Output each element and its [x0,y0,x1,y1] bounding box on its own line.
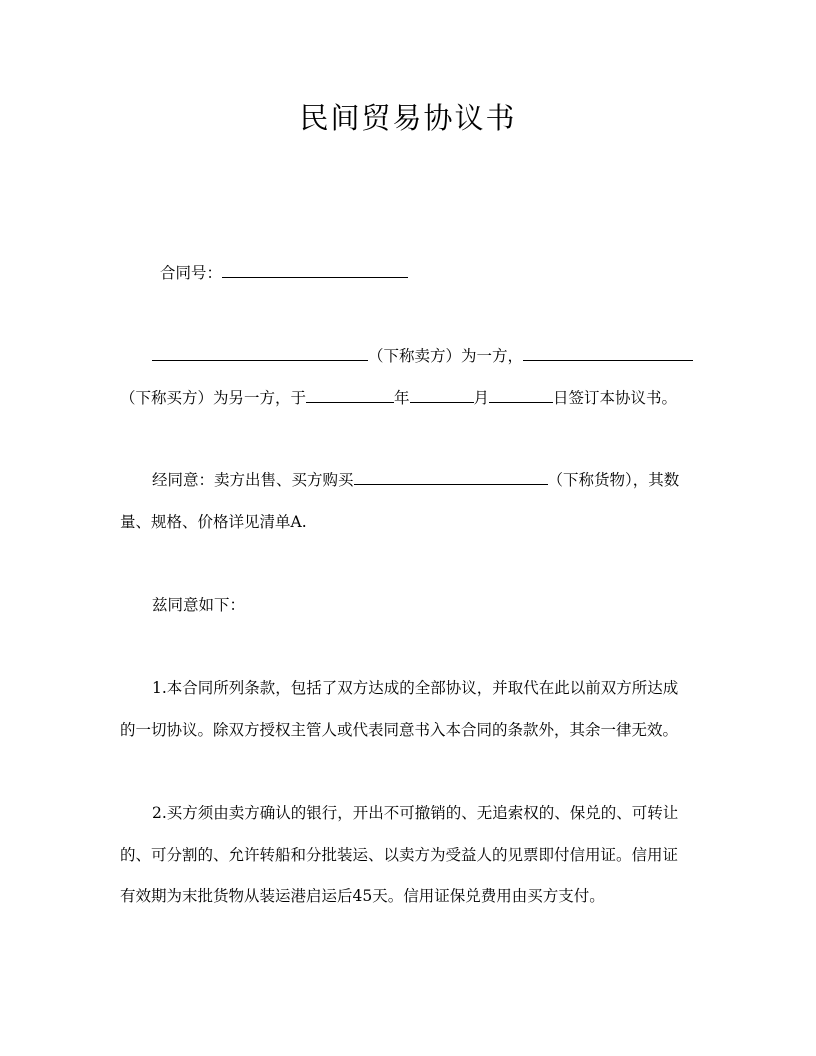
clause-1-line-2: 的一切协议。除双方授权主管人或代表同意书入本合同的条款外，其余一律无效。 [120,721,679,739]
hereby-heading: 兹同意如下： [152,596,246,614]
clause-2-line-2: 的、可分割的、允许转船和分批装运、以卖方为受益人的见票即付信用证。信用证 [120,846,679,864]
day-blank[interactable] [489,385,553,403]
contract-number-label: 合同号： [160,264,223,282]
year-blank[interactable] [306,385,394,403]
parties-line-1 [152,343,732,368]
buyer-name-blank[interactable] [523,343,693,361]
document-title: 民间贸易协议书 [299,101,517,135]
buyer-suffix: （下称买方）为另一方，于 [120,389,307,407]
month-blank[interactable] [410,385,474,403]
agreement-line-2: 量、规格、价格详见清单A. [120,513,307,531]
clause-1-line-1: 1.本合同所列条款，包括了双方达成的全部协议，并取代在此以前双方所达成 [152,679,679,697]
contract-number-blank[interactable] [222,260,408,278]
month-label: 月 [473,389,490,407]
clause-2-line-1: 2.买方须由卖方确认的银行，开出不可撤销的、无追索权的、保兑的、可转让 [152,804,679,822]
year-label: 年 [394,389,410,407]
agreement-suffix: （下称货物），其数 [547,471,680,489]
seller-suffix: （下称卖方）为一方， [368,347,524,365]
clause-2-line-3: 有效期为末批货物从装运港启运后45天。信用证保兑费用由买方支付。 [120,887,605,905]
contract-number-line [160,260,740,285]
agreement-prefix: 经同意：卖方出售、买方购买 [152,471,354,489]
agreement-line-1 [152,467,732,492]
seller-name-blank[interactable] [152,343,368,361]
day-suffix: 日签订本协议书。 [553,389,678,407]
goods-blank[interactable] [354,467,548,485]
parties-line-2 [120,385,700,410]
